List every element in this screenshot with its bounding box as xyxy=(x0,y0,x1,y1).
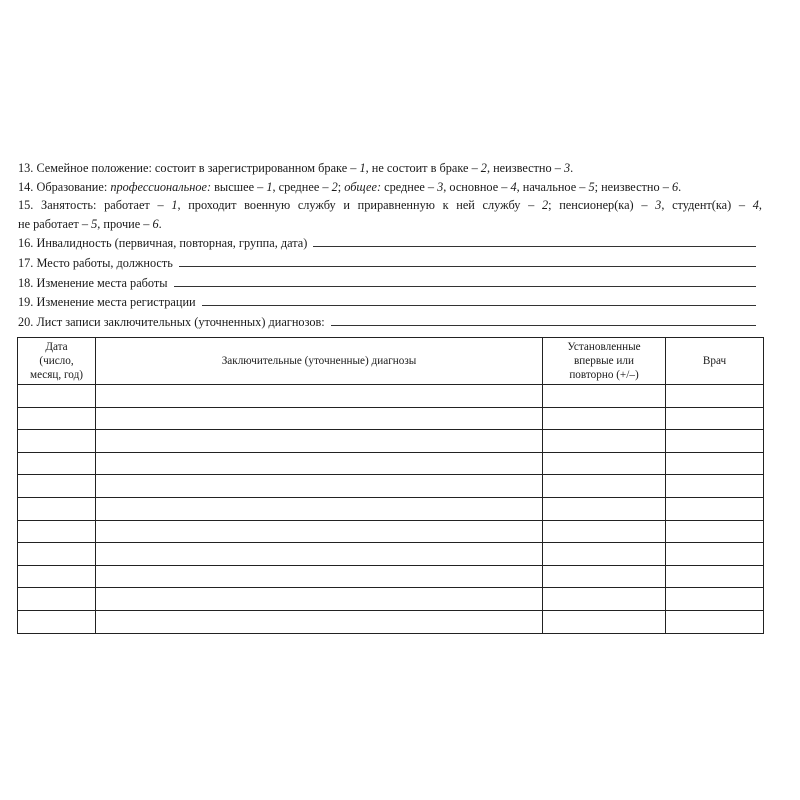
doctor-cell[interactable] xyxy=(666,520,764,543)
table-row xyxy=(18,610,764,633)
code: 6 xyxy=(152,216,159,231)
header-text: месяц, год) xyxy=(29,369,83,381)
established-cell[interactable] xyxy=(543,520,666,543)
established-cell[interactable] xyxy=(543,385,666,408)
item-text: 13. Семейное положение: состоит в зарегистрированном браке – xyxy=(18,161,360,175)
item-text: , прочие – xyxy=(97,216,153,231)
code: 5 xyxy=(588,179,595,194)
code: 1 xyxy=(171,198,178,213)
table-row xyxy=(18,565,764,588)
code: 6 xyxy=(671,179,679,194)
item-text: 14. Образование: xyxy=(18,179,111,194)
table-row xyxy=(18,430,764,453)
table-row xyxy=(18,497,764,520)
doctor-cell[interactable] xyxy=(666,588,764,611)
item-text: , начальное – xyxy=(516,179,589,194)
code: 5 xyxy=(91,216,98,231)
item-text: . xyxy=(158,216,162,231)
item-14-education xyxy=(18,178,762,197)
disability-blank-line[interactable] xyxy=(313,233,756,247)
header-text: Заключительные (уточненные) диагнозы xyxy=(221,355,417,367)
diagnosis-cell[interactable] xyxy=(96,610,543,633)
item-text: не работает – xyxy=(18,216,92,231)
item-13-marital-status xyxy=(18,159,762,178)
established-cell[interactable] xyxy=(543,430,666,453)
doctor-cell[interactable] xyxy=(666,430,764,453)
item-text: высшее – xyxy=(211,179,267,194)
italic-label: профессиональное: xyxy=(110,179,212,194)
header-established xyxy=(543,338,666,385)
doctor-cell[interactable] xyxy=(666,452,764,475)
item-17-workplace xyxy=(18,253,762,273)
established-cell[interactable] xyxy=(543,610,666,633)
item-label: 20. Лист записи заключительных (уточненных) диагнозов: xyxy=(18,314,325,329)
item-15-employment-cont xyxy=(18,215,762,234)
code: 1 xyxy=(266,179,273,194)
code: 3 xyxy=(655,198,662,213)
table-row xyxy=(18,543,764,566)
date-cell[interactable] xyxy=(18,475,96,498)
workplace-blank-line[interactable] xyxy=(179,253,756,267)
item-text: ; неизвестно – xyxy=(594,179,672,194)
item-text: среднее – xyxy=(381,179,438,194)
doctor-cell[interactable] xyxy=(666,475,764,498)
table-row xyxy=(18,407,764,430)
doctor-cell[interactable] xyxy=(666,407,764,430)
code: 3 xyxy=(563,161,571,175)
form-items xyxy=(18,159,762,331)
doctor-cell[interactable] xyxy=(666,610,764,633)
item-text: . xyxy=(678,179,682,194)
header-doctor xyxy=(666,338,764,385)
established-cell[interactable] xyxy=(543,543,666,566)
item-text: , не состоит в браке – xyxy=(365,161,481,175)
code: 4 xyxy=(510,179,517,194)
established-cell[interactable] xyxy=(543,588,666,611)
diagnosis-cell[interactable] xyxy=(96,588,543,611)
diagnosis-cell[interactable] xyxy=(96,475,543,498)
date-cell[interactable] xyxy=(18,407,96,430)
diagnosis-cell[interactable] xyxy=(96,565,543,588)
italic-label: общее: xyxy=(344,179,382,194)
table-row xyxy=(18,588,764,611)
item-text: , проходит военную службу и приравненную к ней службу – xyxy=(177,198,542,213)
established-cell[interactable] xyxy=(543,407,666,430)
diagnosis-cell[interactable] xyxy=(96,520,543,543)
table-header-row xyxy=(18,338,764,385)
diagnoses-table xyxy=(17,337,764,634)
diagnoses-sheet-blank-line[interactable] xyxy=(331,312,756,326)
header-diagnoses xyxy=(96,338,543,385)
date-cell[interactable] xyxy=(18,610,96,633)
code: 4 xyxy=(752,198,759,213)
item-label: 17. Место работы, должность xyxy=(18,255,173,270)
diagnosis-cell[interactable] xyxy=(96,497,543,520)
established-cell[interactable] xyxy=(543,452,666,475)
item-text: , студент(ка) – xyxy=(661,198,753,213)
code: 2 xyxy=(331,179,338,194)
established-cell[interactable] xyxy=(543,565,666,588)
item-20-diagnoses-sheet xyxy=(18,312,762,332)
header-text: повторно (+/–) xyxy=(569,369,639,381)
doctor-cell[interactable] xyxy=(666,497,764,520)
doctor-cell[interactable] xyxy=(666,565,764,588)
item-text: , xyxy=(758,198,762,213)
item-18-workplace-change xyxy=(18,273,762,293)
code: 3 xyxy=(437,179,444,194)
doctor-cell[interactable] xyxy=(666,385,764,408)
item-label: 16. Инвалидность (первичная, повторная, группа, дата) xyxy=(18,236,308,251)
item-text: ; xyxy=(337,179,345,194)
date-cell[interactable] xyxy=(18,543,96,566)
item-label: 19. Изменение места регистрации xyxy=(18,295,196,310)
item-text: , среднее – xyxy=(272,179,332,194)
item-text: , основное – xyxy=(443,179,511,194)
registration-change-blank-line[interactable] xyxy=(202,292,756,306)
date-cell[interactable] xyxy=(18,565,96,588)
header-text: Врач xyxy=(702,355,727,367)
table-row xyxy=(18,385,764,408)
code: 1 xyxy=(359,161,366,175)
item-text: . xyxy=(570,161,574,175)
item-15-employment xyxy=(18,196,762,215)
header-text: (число, xyxy=(39,355,74,367)
item-text: ; пенсионер(ка) – xyxy=(548,198,656,213)
established-cell[interactable] xyxy=(543,475,666,498)
table-row xyxy=(18,475,764,498)
code: 2 xyxy=(480,161,487,175)
item-label: 18. Изменение места работы xyxy=(18,275,168,290)
item-19-registration-change xyxy=(18,292,762,312)
diagnosis-cell[interactable] xyxy=(96,407,543,430)
header-date xyxy=(18,338,96,385)
code: 2 xyxy=(541,198,549,213)
diagnosis-cell[interactable] xyxy=(96,452,543,475)
item-text: , неизвестно – xyxy=(486,161,564,175)
item-text: 15. Занятость: работает – xyxy=(18,198,172,213)
header-text: Установленные xyxy=(567,341,641,353)
established-cell[interactable] xyxy=(543,497,666,520)
date-cell[interactable] xyxy=(18,430,96,453)
date-cell[interactable] xyxy=(18,385,96,408)
date-cell[interactable] xyxy=(18,452,96,475)
date-cell[interactable] xyxy=(18,497,96,520)
item-16-disability xyxy=(18,233,762,253)
diagnosis-cell[interactable] xyxy=(96,385,543,408)
date-cell[interactable] xyxy=(18,520,96,543)
header-text: впервые или xyxy=(574,355,634,367)
header-text: Дата xyxy=(45,341,68,353)
diagnosis-cell[interactable] xyxy=(96,543,543,566)
table-body xyxy=(18,385,764,634)
diagnosis-cell[interactable] xyxy=(96,430,543,453)
doctor-cell[interactable] xyxy=(666,543,764,566)
date-cell[interactable] xyxy=(18,588,96,611)
workplace-change-blank-line[interactable] xyxy=(174,273,756,287)
table-row xyxy=(18,520,764,543)
table-row xyxy=(18,452,764,475)
